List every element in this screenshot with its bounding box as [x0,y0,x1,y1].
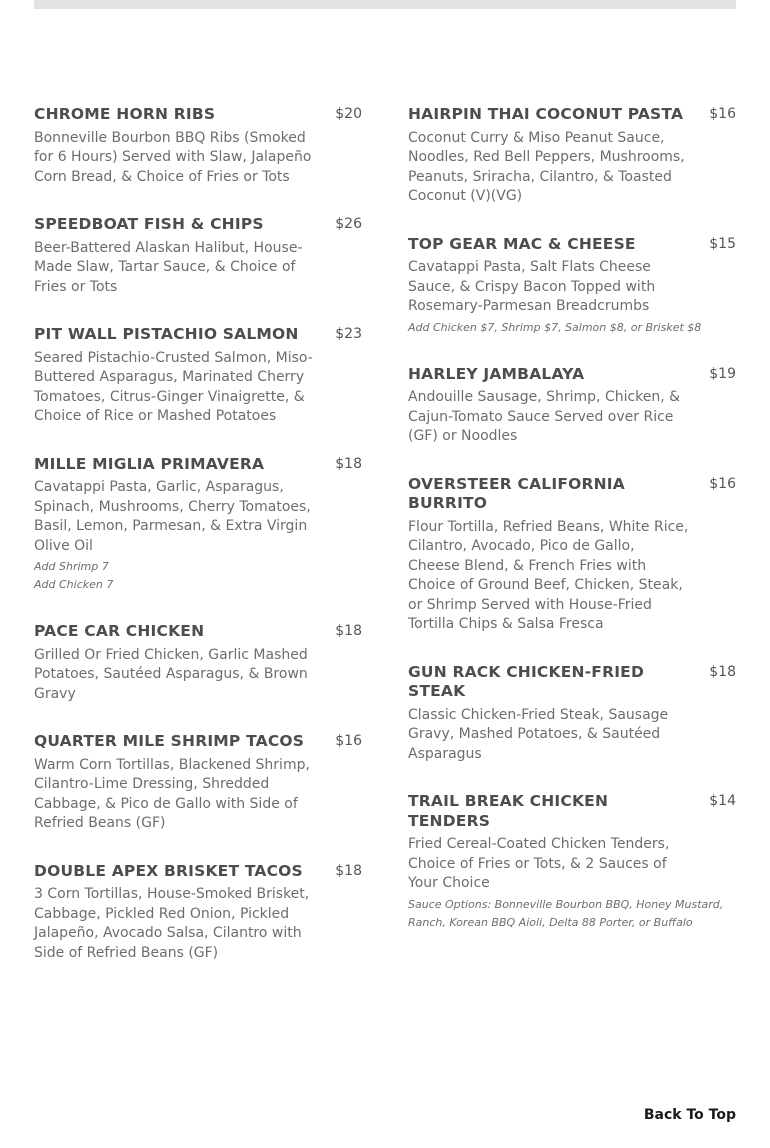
menu-item-add-on-note: Add Shrimp 7 [34,560,109,573]
menu-item-price: $14 [709,793,736,809]
menu-item-name: PIT WALL PISTACHIO SALMON [34,325,299,343]
menu-item-sauce-options-note: Sauce Options: Bonneville Bourbon BBQ, Honey Mustard, Ranch, Korean BBQ Aioli, Delta 88 Porter, or Buffalo [408,897,724,929]
menu-item-price: $16 [709,475,736,492]
menu-item-name: PACE CAR CHICKEN [34,622,205,640]
menu-item-price: $19 [709,365,736,382]
menu-item-top-gear-mac-cheese [408,235,736,337]
menu-column-right [408,105,736,960]
menu-item-price: $16 [335,733,362,749]
menu-item-description: Beer-Battered Alaskan Halibut, House-Made Slaw, Tartar Sauce, & Choice of Fries or Tots [34,239,303,295]
menu-item-speedboat-fish-chips [34,215,362,297]
menu-item-price: $18 [709,663,736,680]
menu-item-quarter-mile-shrimp-tacos [34,732,362,834]
menu-item-price: $18 [335,455,362,472]
menu-item-description: Seared Pistachio-Crusted Salmon, Miso-Buttered Asparagus, Marinated Cherry Tomatoes, Citrus-Ginger Vinaigrette, & Choice of Rice or Mashed Potatoes [34,349,313,424]
menu-item-description: Cavatappi Pasta, Salt Flats Cheese Sauce, & Crispy Bacon Topped with Rosemary-Parmesan Breadcrumbs [408,259,656,314]
menu-item-description: Bonneville Bourbon BBQ Ribs (Smoked for 6 Hours) Served with Slaw, Jalapeño Corn Bread, & Choice of Fries or Tots [34,129,312,185]
menu-item-name: GUN RACK CHICKEN-FRIED STEAK [408,662,645,700]
menu-item-price: $20 [335,106,362,122]
menu-item-name: OVERSTEER CALIFORNIA BURRITO [408,474,625,512]
menu-item-trail-break-chicken-tenders [408,792,736,932]
menu-item-description: Grilled Or Fried Chicken, Garlic Mashed Potatoes, Sautéed Asparagus, & Brown Gravy [34,646,308,702]
menu-item-name: TRAIL BREAK CHICKEN TENDERS [408,792,609,830]
menu-item-name: DOUBLE APEX BRISKET TACOS [34,861,303,880]
menu-item-description: Coconut Curry & Miso Peanut Sauce, Noodles, Red Bell Peppers, Mushrooms, Peanuts, Sriracha, Cilantro, & Toasted Coconut (V)(VG) [408,129,685,204]
menu-item-chrome-horn-ribs [34,105,362,187]
menu-item-hairpin-thai-coconut-pasta [408,105,736,207]
menu-item-price: $18 [335,623,362,639]
menu-item-name: QUARTER MILE SHRIMP TACOS [34,732,305,750]
menu-item-oversteer-california-burrito [408,475,736,635]
menu-item-name: HAIRPIN THAI COCONUT PASTA [408,105,684,123]
menu-item-add-on-note: Add Chicken $7, Shrimp $7, Salmon $8, or Brisket $8 [408,320,702,334]
menu-item-price: $15 [709,235,736,252]
menu-item-description: Fried Cereal-Coated Chicken Tenders, Choice of Fries or Tots, & 2 Sauces of Your Choice [408,836,670,891]
menu-item-double-apex-brisket-tacos [34,862,362,964]
menu-item-description: Flour Tortilla, Refried Beans, White Rice, Cilantro, Avocado, Pico de Gallo, Cheese Blend, & French Fries with Choice of Ground Beef, Chicken, Steak, or Shrimp Served with House-Fried Tortilla Chips & Salsa Fresca [408,518,689,632]
menu-column-left [34,105,362,991]
menu-item-description: 3 Corn Tortillas, House-Smoked Brisket, Cabbage, Pickled Red Onion, Pickled Jalapeño, Avocado Salsa, Cilantro with Side of Refried Beans (GF) [34,886,310,961]
menu-item-pace-car-chicken [34,622,362,704]
menu-item-name: TOP GEAR MAC & CHEESE [408,234,636,253]
top-divider-bar [34,0,736,9]
menu-item-name: HARLEY JAMBALAYA [408,364,585,383]
menu-item-description: Cavatappi Pasta, Garlic, Asparagus, Spinach, Mushrooms, Cherry Tomatoes, Basil, Lemon, Parmesan, & Extra Virgin Olive Oil [34,479,311,554]
menu-item-price: $23 [335,326,362,342]
menu-item-price: $26 [335,216,362,232]
menu-item-price: $18 [335,862,362,879]
menu-item-price: $16 [709,106,736,122]
menu-item-harley-jambalaya [408,365,736,447]
back-to-top-link[interactable]: Back To Top [643,1107,736,1123]
menu-item-mille-miglia-primavera [34,455,362,595]
menu-item-description: Classic Chicken-Fried Steak, Sausage Gravy, Mashed Potatoes, & Sautéed Asparagus [408,706,669,762]
menu-item-name: SPEEDBOAT FISH & CHIPS [34,215,264,233]
menu-item-name: MILLE MIGLIA PRIMAVERA [34,454,265,473]
menu-item-add-on-note: Add Chicken 7 [34,578,114,591]
menu-item-name: CHROME HORN RIBS [34,105,216,123]
menu-item-description: Andouille Sausage, Shrimp, Chicken, & Cajun-Tomato Sauce Served over Rice (GF) or Noodles [408,389,681,444]
menu-item-description: Warm Corn Tortillas, Blackened Shrimp, Cilantro-Lime Dressing, Shredded Cabbage, & Pico de Gallo with Side of Refried Beans (GF) [34,756,310,831]
menu-item-gun-rack-chicken-fried-steak [408,663,736,765]
menu-item-pit-wall-pistachio-salmon [34,325,362,427]
